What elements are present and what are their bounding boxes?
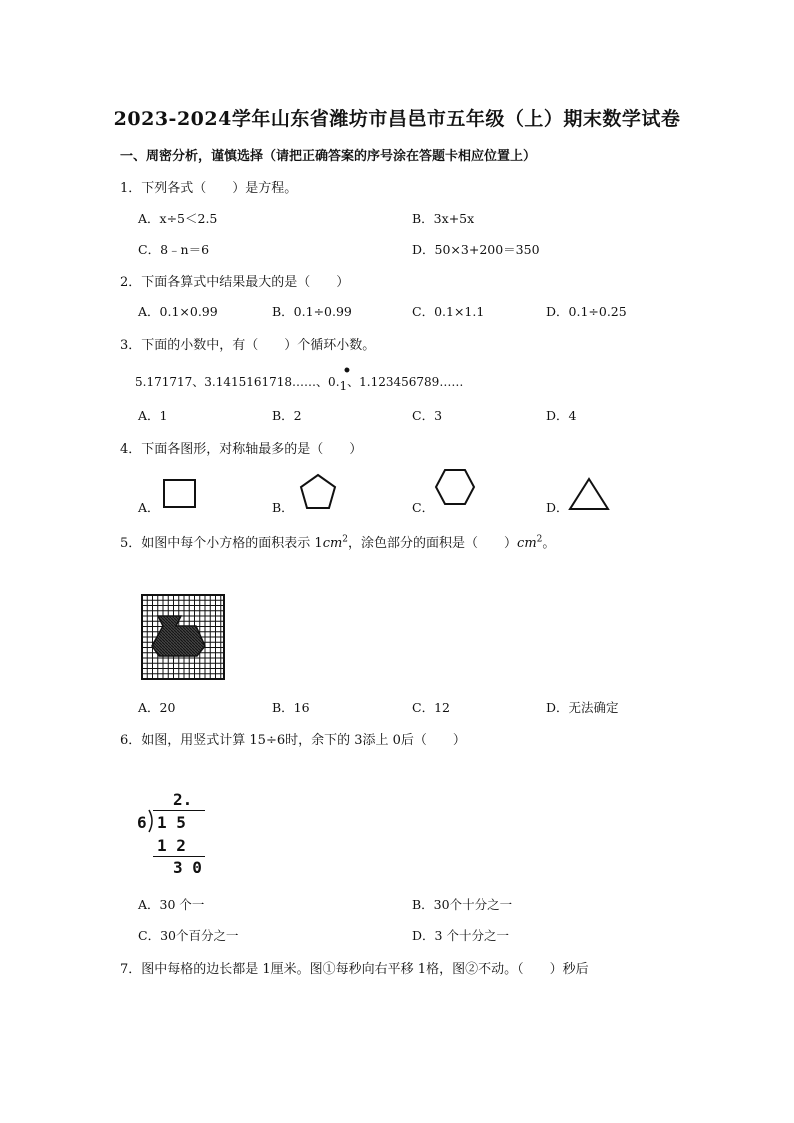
q5-option-d[interactable]: D．无法确定 xyxy=(546,700,619,715)
q5-unit: cm xyxy=(322,536,343,551)
q5-option-c[interactable]: C．12 xyxy=(412,700,450,715)
question-4-stem: 4．下面各图形，对称轴最多的是（ ） xyxy=(120,442,363,457)
question-1-stem: 1．下列各式（ ）是方程。 xyxy=(120,181,298,196)
q6-option-b[interactable]: B．30个十分之一 xyxy=(412,897,513,912)
q5-stem-middle: ，涂色部分的面积是（ ） xyxy=(348,536,518,551)
q4-option-a[interactable]: A． xyxy=(138,500,160,515)
q4-option-b[interactable]: B． xyxy=(272,500,294,515)
hexagon-shape xyxy=(434,467,476,509)
q3-option-c[interactable]: C．3 xyxy=(412,408,443,423)
q5-unit-2-exponent: 2 xyxy=(536,534,543,545)
q3-repeating-digit xyxy=(339,363,352,393)
q5-stem-start: 5．如图中每个小方格的面积表示 1 xyxy=(120,536,323,551)
page-title: 2023-2024学年山东省潍坊市昌邑市五年级（上）期末数学试卷 xyxy=(113,108,681,130)
q3-numbers-second: 、1.123456789…… xyxy=(347,375,464,389)
division-bar xyxy=(153,810,205,811)
q6-option-d[interactable]: D．3 个十分之一 xyxy=(412,928,509,943)
square-shape xyxy=(162,478,198,510)
q5-option-b[interactable]: B．16 xyxy=(272,700,310,715)
q3-option-b[interactable]: B．2 xyxy=(272,408,302,423)
question-5-stem xyxy=(120,532,555,551)
division-quotient: 2. xyxy=(173,790,193,809)
repeat-dot: • xyxy=(342,363,352,379)
q3-repeat-digit-text: 1 xyxy=(339,379,348,393)
q4-option-d[interactable]: D． xyxy=(546,500,569,515)
q5-stem-end: 。 xyxy=(542,536,556,551)
q3-numbers xyxy=(135,363,464,393)
division-subtract-line xyxy=(153,856,205,857)
question-7-stem: 7．图中每格的边长都是 1厘米。图①每秒向右平移 1格，图②不动。（ ）秒后 xyxy=(120,962,589,977)
division-remainder: 3 0 xyxy=(173,858,202,877)
section-heading: 一、周密分析，谨慎选择（请把正确答案的序号涂在答题卡相应位置上） xyxy=(120,149,537,164)
q6-option-a[interactable]: A．30 个一 xyxy=(138,897,205,912)
pentagon-shape xyxy=(296,472,340,512)
q3-option-a[interactable]: A．1 xyxy=(138,408,168,423)
division-bracket xyxy=(148,809,156,833)
q3-option-d[interactable]: D．4 xyxy=(546,408,577,423)
triangle-shape xyxy=(566,476,612,512)
q1-option-c[interactable]: C．8﹣n＝6 xyxy=(138,242,210,257)
division-dividend: 1 5 xyxy=(157,813,186,832)
q2-option-b[interactable]: B．0.1÷0.99 xyxy=(272,304,352,319)
division-product: 1 2 xyxy=(157,836,186,855)
division-divisor: 6 xyxy=(137,813,147,832)
q2-option-d[interactable]: D．0.1÷0.25 xyxy=(546,304,627,319)
q2-option-a[interactable]: A．0.1×0.99 xyxy=(138,304,218,319)
question-2-stem: 2．下面各算式中结果最大的是（ ） xyxy=(120,275,350,290)
question-3-stem: 3．下面的小数中，有（ ）个循环小数。 xyxy=(120,338,376,353)
long-division-figure xyxy=(135,790,225,880)
q1-option-b[interactable]: B．3x+5x xyxy=(412,211,475,226)
q2-option-c[interactable]: C．0.1×1.1 xyxy=(412,304,485,319)
q5-option-a[interactable]: A．20 xyxy=(138,700,176,715)
q1-option-a[interactable]: A．x÷5＜2.5 xyxy=(138,211,218,226)
q3-numbers-first: 5.171717、3.1415161718……、0. xyxy=(135,375,340,389)
q5-unit-2: cm xyxy=(517,536,537,551)
q6-option-c[interactable]: C．30个百分之一 xyxy=(138,928,239,943)
question-6-stem: 6．如图，用竖式计算 15÷6时，余下的 3添上 0后（ ） xyxy=(120,733,466,748)
q5-unit-exponent: 2 xyxy=(342,534,349,545)
grid-figure xyxy=(141,594,225,680)
q1-option-d[interactable]: D．50×3+200＝350 xyxy=(412,242,540,257)
q4-option-c[interactable]: C． xyxy=(412,500,435,515)
